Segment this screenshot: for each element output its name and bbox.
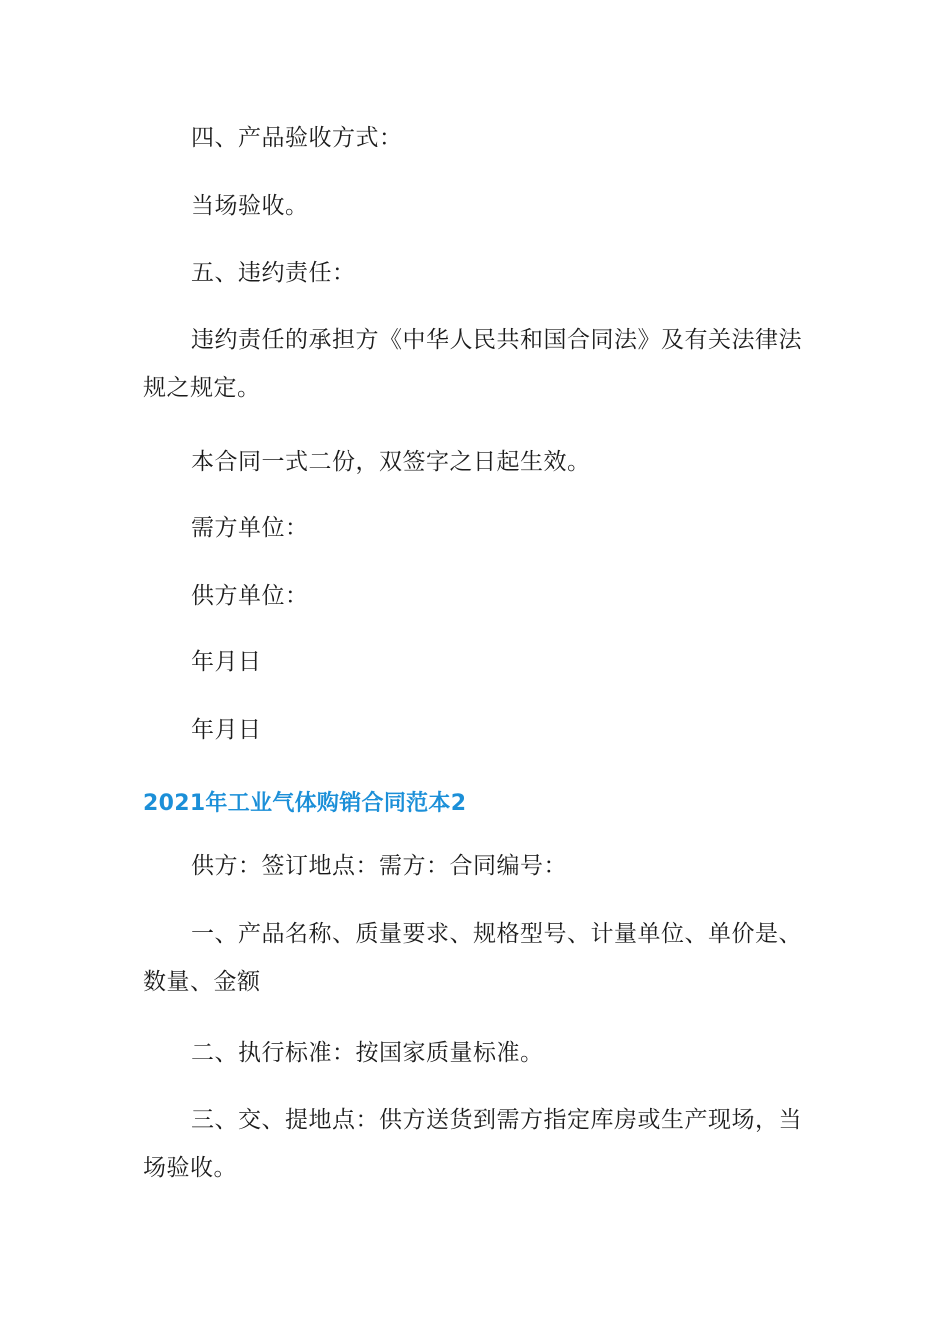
paragraph-product-details: 一、产品名称、质量要求、规格型号、计量单位、单价是、数量、金额: [143, 921, 802, 995]
paragraph-liability-heading: 五、违约责任：: [191, 260, 356, 286]
paragraph-buyer-unit: 需方单位：: [191, 515, 309, 541]
paragraph-parties: 供方：签订地点：需方：合同编号：: [191, 853, 567, 879]
paragraph-delivery: 三、交、提地点：供方送货到需方指定库房或生产现场，当场验收。: [143, 1107, 802, 1181]
paragraph-inspection-method-heading: 四、产品验收方式：: [191, 125, 403, 151]
paragraph-date-1: 年月日: [191, 649, 262, 675]
paragraph-supplier-unit: 供方单位：: [191, 583, 309, 609]
paragraph-copies: 本合同一式二份，双签字之日起生效。: [191, 449, 591, 475]
paragraph-date-2: 年月日: [191, 717, 262, 743]
paragraph-inspection-method: 当场验收。: [191, 193, 309, 219]
section-heading: 2021年工业气体购销合同范本2: [143, 791, 467, 816]
paragraph-standard: 二、执行标准：按国家质量标准。: [191, 1040, 544, 1066]
paragraph-liability: 违约责任的承担方《中华人民共和国合同法》及有关法律法规之规定。: [143, 327, 802, 401]
